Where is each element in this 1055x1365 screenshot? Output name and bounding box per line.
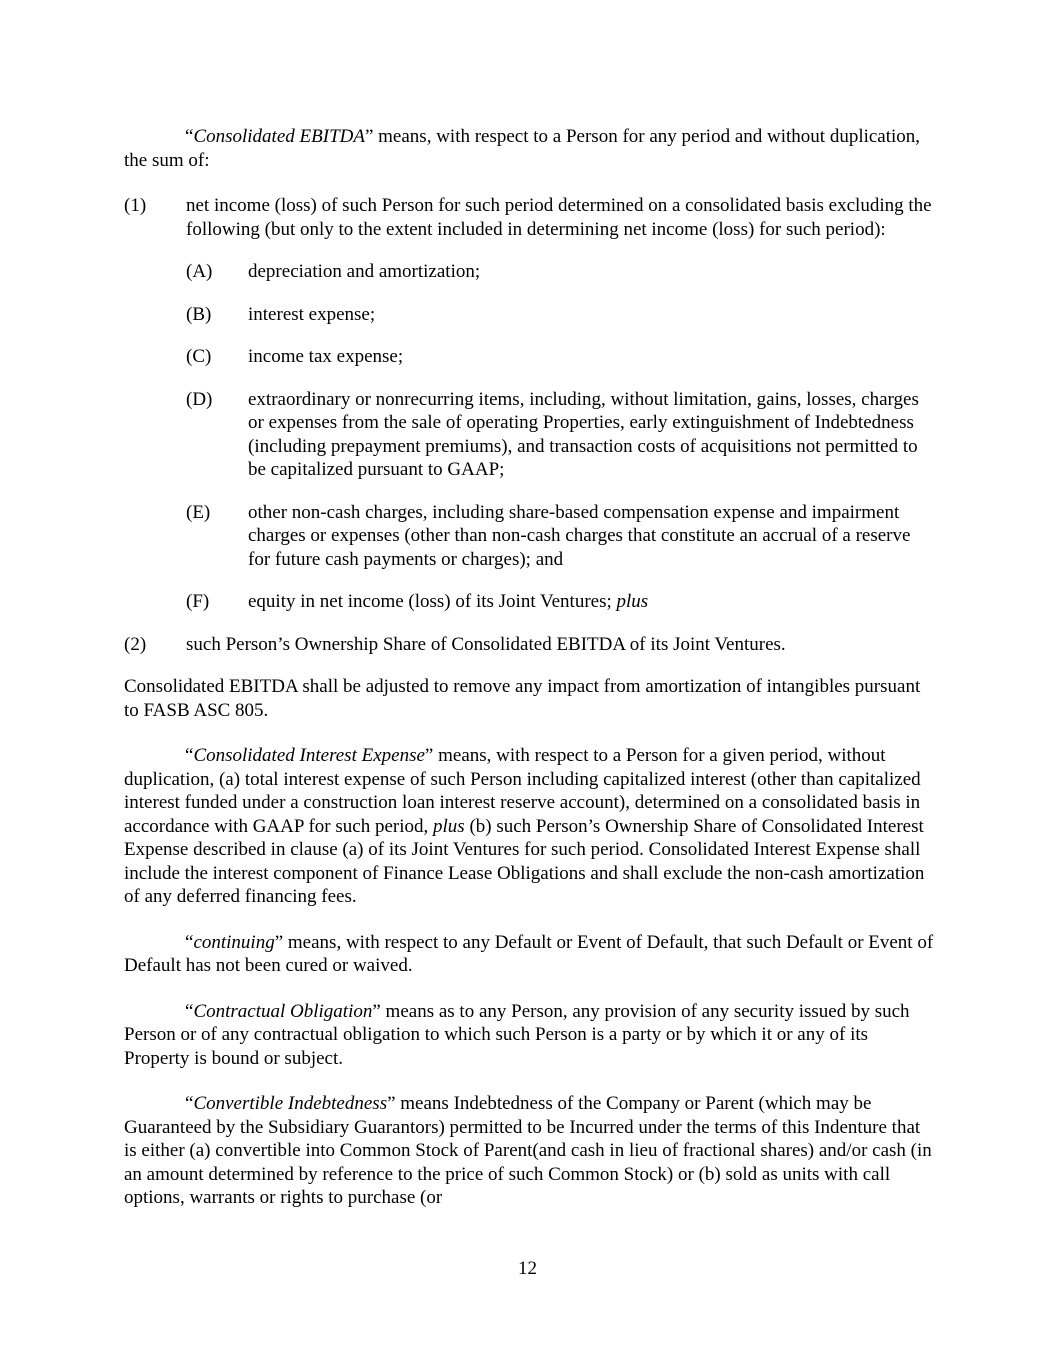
item-text: interest expense; <box>248 303 376 325</box>
item-text: depreciation and amortization; <box>248 261 481 282</box>
definition-consolidated-interest-expense: “Consolidated Interest Expense” means, with respect to a Person for a given period, without duplication, (a) total interest expense of such Person including capitalized interest (other than capitalized interest funded under a construction loan interest reserve account), determined on a consolidated basis in accordance with GAAP for such period, plus (b) such Person’s Ownership Share of Consolidated Interest Expense described in clause (a) of its Joint Ventures for such period. Consolidated Interest Expense shall include the interest component of Finance Lease Obligations and shall exclude the non-cash amortization of any deferred financing fees. <box>124 745 925 907</box>
item-text-italic: plus <box>616 591 649 612</box>
item-number: (B) <box>186 303 212 325</box>
item-text: net income (loss) of such Person for such period determined on a consolidated basis excluding the following (but only to the extent included in determining net income (loss) for such period): <box>186 195 932 240</box>
defined-term: Consolidated EBITDA <box>193 126 365 147</box>
defined-term: Consolidated Interest Expense <box>193 745 425 766</box>
item-text: such Person’s Ownership Share of Consolidated EBITDA of its Joint Ventures. <box>186 633 786 655</box>
item-number: (2) <box>124 633 147 655</box>
item-text: extraordinary or nonrecurring items, including, without limitation, gains, losses, charges or expenses from the sale of operating Properties, early extinguishment of Indebtedness (including prepayment premiums), and transaction costs of acquisitions not permitted to be capitalized pursuant to GAAP; <box>248 388 919 480</box>
sub-item-d <box>124 388 934 482</box>
item-number: (C) <box>186 346 212 367</box>
item-number: (D) <box>186 388 213 410</box>
defined-term: continuing <box>193 931 275 953</box>
sub-item-e <box>124 501 934 572</box>
definition-convertible-indebtedness: “Convertible Indebtedness” means Indebtedness of the Company or Parent (which may be Guaranteed by the Subsidiary Guarantors) permitted to be Incurred under the terms of this Indenture that is either (a) convertible into Common Stock of Parent(and cash in lieu of fractional shares) and/or cash (in an amount determined by reference to the price of such Common Stock) or (b) sold as units with call options, warrants or rights to purchase (or <box>124 1093 932 1208</box>
item-text: income tax expense; <box>248 346 404 367</box>
item-number: (1) <box>124 195 147 216</box>
item-text: other non-cash charges, including share-based compensation expense and impairment charges or expenses (other than non-cash charges that constitute an accrual of a reserve for future cash payments or charges); and <box>248 501 911 570</box>
item-text: equity in net income (loss) of its Joint Ventures; <box>248 591 617 612</box>
list-item-2 <box>124 633 934 657</box>
sub-item-f <box>124 590 934 614</box>
sub-item-c <box>124 345 934 369</box>
item-number: (F) <box>186 591 210 612</box>
sub-item-b <box>124 303 934 327</box>
ebitda-adjustment-paragraph: Consolidated EBITDA shall be adjusted to remove any impact from amortization of intangibles pursuant to FASB ASC 805. <box>124 676 921 721</box>
definition-consolidated-ebitda: “Consolidated EBITDA” means, with respect to a Person for any period and without duplication, the sum of: <box>124 126 921 171</box>
defined-term: Contractual Obligation <box>193 1000 373 1022</box>
page-number: 12 <box>518 1258 537 1279</box>
defined-term: Convertible Indebtedness <box>193 1093 388 1114</box>
definition-contractual-obligation: “Contractual Obligation” means as to any Person, any provision of any security issued by such Person or of any contractual obligation to which such Person is a party or by which it or any of its Property is bound or subject. <box>124 1000 910 1069</box>
item-number: (A) <box>186 261 213 282</box>
plus-italic: plus <box>433 815 465 837</box>
list-item-1 <box>124 194 934 241</box>
sub-item-a <box>124 260 934 284</box>
document-page <box>124 125 934 1232</box>
definition-continuing: “continuing” means, with respect to any Default or Event of Default, that such Default or Event of Default has not been cured or waived. <box>124 931 934 976</box>
item-number: (E) <box>186 501 211 523</box>
